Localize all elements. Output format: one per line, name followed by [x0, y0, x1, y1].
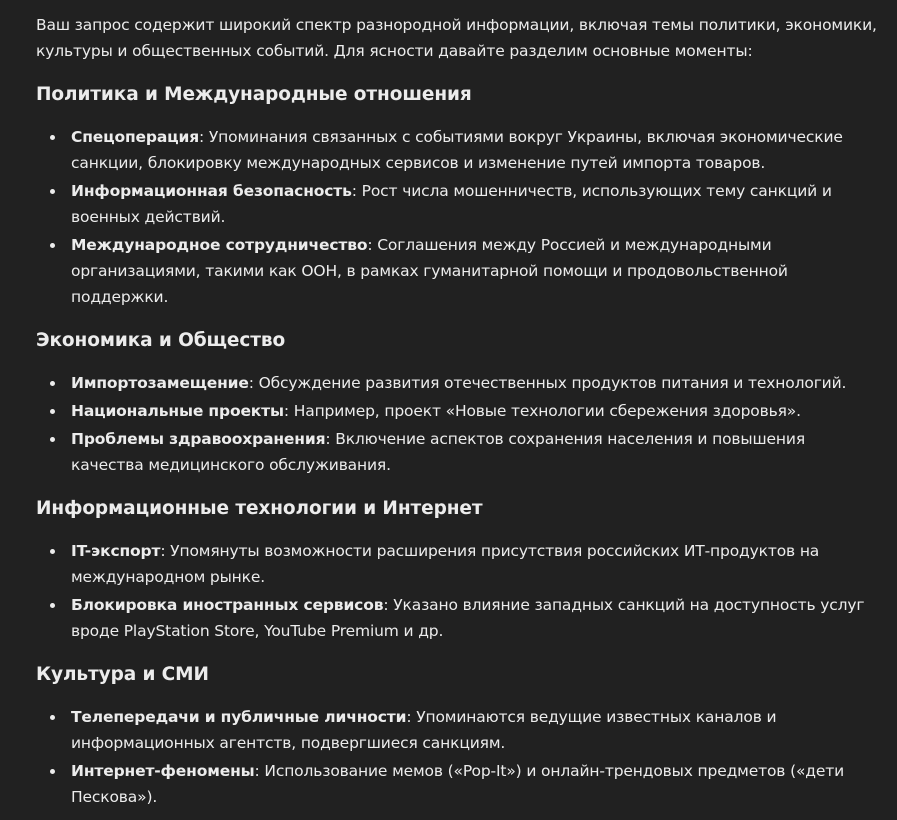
list-item — [36, 704, 877, 756]
item-text: : Соглашения между Россией и международными организациями, такими как ООН, в рамках гуманитарной помощи и продовольственной поддержки. — [71, 236, 788, 306]
list-item — [36, 426, 877, 478]
item-term: Международное сотрудничество — [71, 236, 368, 254]
list-item — [36, 592, 877, 644]
bullet-list-it — [36, 538, 877, 644]
item-term: Интернет-феномены — [71, 762, 255, 780]
section-title-culture: Культура и СМИ — [36, 664, 209, 685]
list-item — [36, 178, 877, 230]
bullet-icon — [50, 549, 55, 554]
bullet-icon — [50, 769, 55, 774]
item-text: : Упоминаются ведущие известных каналов и информационных агентств, подвергшиеся санкциям. — [71, 708, 777, 752]
item-term: Национальные проекты — [71, 402, 284, 420]
item-text: : Включение аспектов сохранения населения и повышения качества медицинского обслуживания. — [71, 430, 805, 474]
bullet-icon — [50, 381, 55, 386]
section-title-economy: Экономика и Общество — [36, 330, 286, 351]
item-text: : Обсуждение развития отечественных продуктов питания и технологий. — [248, 374, 847, 392]
list-item — [36, 124, 877, 176]
list-item — [36, 538, 877, 590]
item-text: : Например, проект «Новые технологии сбережения здоровья». — [283, 402, 801, 420]
bullet-icon — [50, 243, 55, 248]
item-text: : Использование мемов («Pop-It») и онлайн-трендовых предметов («дети Пескова»). — [71, 762, 845, 806]
item-term: Спецоперация — [71, 128, 200, 146]
list-item — [36, 370, 877, 396]
bullet-icon — [50, 437, 55, 442]
list-item — [36, 232, 877, 310]
item-text: : Рост числа мошенничеств, использующих тему санкций и военных действий. — [71, 182, 832, 226]
item-term: Импортозамещение — [71, 374, 249, 392]
intro-paragraph: Ваш запрос содержит широкий спектр разнородной информации, включая темы политики, экономики, культуры и общественных событий. Для ясности давайте разделим основные моменты: — [36, 16, 877, 60]
section-title-it: Информационные технологии и Интернет — [36, 498, 483, 519]
bullet-list-culture — [36, 704, 877, 810]
item-term: Проблемы здравоохранения — [71, 430, 326, 448]
item-text: : Упоминания связанных с событиями вокруг Украины, включая экономические санкции, блокировку международных сервисов и изменение путей импорта товаров. — [71, 128, 843, 172]
bullet-list-economy — [36, 370, 877, 478]
item-text: : Упомянуты возможности расширения присутствия российских ИТ-продуктов на международном рынке. — [71, 542, 820, 586]
item-text: : Указано влияние западных санкций на доступность услуг вроде PlayStation Store, YouTube Premium и др. — [71, 596, 865, 640]
section-title-politics: Политика и Международные отношения — [36, 84, 472, 105]
bullet-icon — [50, 189, 55, 194]
item-term: Информационная безопасность — [71, 182, 352, 200]
item-term: Телепередачи и публичные личности — [71, 708, 407, 726]
item-term: Блокировка иностранных сервисов — [71, 596, 384, 614]
bullet-icon — [50, 409, 55, 414]
bullet-icon — [50, 715, 55, 720]
list-item — [36, 398, 877, 424]
item-term: IT-экспорт — [71, 542, 161, 560]
bullet-icon — [50, 603, 55, 608]
list-item — [36, 758, 877, 810]
bullet-icon — [50, 135, 55, 140]
bullet-list-politics — [36, 124, 877, 310]
